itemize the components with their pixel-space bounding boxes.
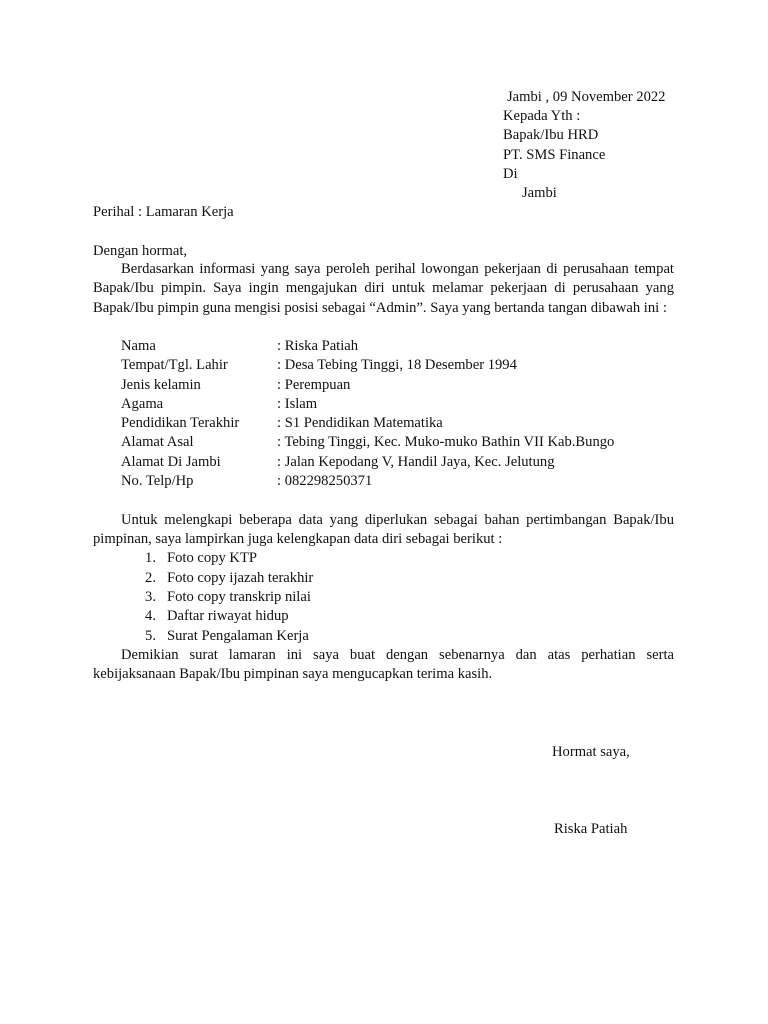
list-item-text: Foto copy transkrip nilai [167,589,311,605]
bio-label-home-address: Alamat Asal [121,434,194,450]
bio-label-gender: Jenis kelamin [121,377,201,393]
intro-paragraph [93,260,674,318]
recipient-to: Kepada Yth : [503,108,581,124]
bio-value-religion: : Islam [277,396,318,412]
bio-value-ttl: : Desa Tebing Tinggi, 18 Desember 1994 [277,357,517,373]
list-item-text: Daftar riwayat hidup [167,608,289,624]
closing-text: Demikian surat lamaran ini saya buat dengan sebenarnya dan atas perhatian serta kebijaksanaan Bapak/Ibu pimpinan saya mengucapkan terima kasih. [93,647,674,683]
bio-label-education: Pendidikan Terakhir [121,415,240,431]
list-item [0,607,768,626]
list-item [0,569,768,588]
list-item [0,588,768,607]
subject-line: Perihal : Lamaran Kerja [93,204,234,220]
bio-label-religion: Agama [121,396,164,412]
bio-value-home-address: : Tebing Tinggi, Kec. Muko-muko Bathin VII Kab.Bungo [277,434,615,450]
list-item-text: Surat Pengalaman Kerja [167,628,309,644]
bio-label-nama: Nama [121,338,156,354]
greeting: Dengan hormat, [93,243,188,259]
list-item [0,627,768,646]
recipient-city: Jambi [522,185,557,201]
bio-row [0,395,768,414]
bio-label-jambi-address: Alamat Di Jambi [121,454,221,470]
bio-row [0,433,768,452]
bio-value-education: : S1 Pendidikan Matematika [277,415,443,431]
attachment-intro-text: Untuk melengkapi beberapa data yang diperlukan sebagai bahan pertimbangan Bapak/Ibu pimpinan, saya lampirkan juga kelengkapan data diri sebagai berikut : [93,512,674,548]
list-item-number: 5. [145,628,156,644]
bio-row [0,356,768,375]
signatory-name: Riska Patiah [554,821,628,837]
recipient-at: Di [503,166,518,182]
bio-row [0,414,768,433]
closing-paragraph [93,646,674,685]
list-item-number: 1. [145,550,156,566]
bio-label-phone: No. Telp/Hp [121,473,194,489]
recipient-company: PT. SMS Finance [503,147,606,163]
recipient-name: Bapak/Ibu HRD [503,127,599,143]
bio-row [0,376,768,395]
bio-row [0,337,768,356]
list-item-number: 2. [145,570,156,586]
bio-value-gender: : Perempuan [277,377,351,393]
list-item-number: 3. [145,589,156,605]
bio-label-ttl: Tempat/Tgl. Lahir [121,357,228,373]
list-item [0,549,768,568]
bio-value-phone: : 082298250371 [277,473,373,489]
place-date: Jambi , 09 November 2022 [507,89,666,105]
bio-value-nama: : Riska Patiah [277,338,359,354]
list-item-text: Foto copy ijazah terakhir [167,570,314,586]
list-item-number: 4. [145,608,156,624]
sign-off: Hormat saya, [552,744,630,760]
intro-text: Berdasarkan informasi yang saya peroleh perihal lowongan pekerjaan di perusahaan tempat Bapak/Ibu pimpin. Saya ingin mengajukan diri untuk melamar pekerjaan di perusahaan yang Bapak/Ibu pimpin guna mengisi posisi sebagai “Admin”. Saya yang bertanda tangan dibawah ini : [93,261,674,316]
bio-row [0,453,768,472]
attachment-paragraph [93,511,674,550]
list-item-text: Foto copy KTP [167,550,257,566]
bio-row [0,472,768,491]
bio-value-jambi-address: : Jalan Kepodang V, Handil Jaya, Kec. Jelutung [277,454,555,470]
